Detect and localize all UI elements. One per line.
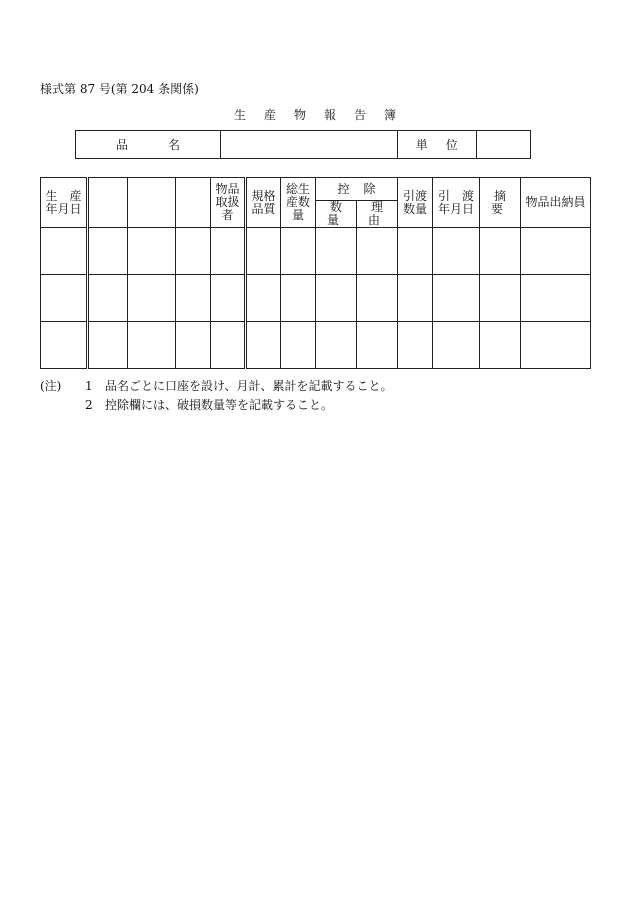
unit-label: 単位 — [397, 131, 476, 159]
header-goods-cashier: 物品出納員 — [521, 178, 591, 228]
document-title: 生産物報告簿 — [233, 108, 414, 122]
form-number: 様式第 87 号(第 204 条関係) — [40, 82, 199, 96]
note-item-1: (注) 1 品名ごとに口座を設け、月計、累計を記載すること。 — [40, 377, 393, 396]
product-name-label: 品名 — [76, 131, 221, 159]
header-goods-handler: 物品 取扱 者 — [211, 178, 246, 228]
header-production-date: 生 産 年月日 — [41, 178, 88, 228]
notes-label: (注) — [40, 379, 62, 393]
header-deduction-qty: 数量 — [316, 201, 357, 228]
header-spec-quality: 規格 品質 — [246, 178, 281, 228]
item-info-table — [75, 130, 531, 159]
notes — [40, 377, 393, 415]
table-row — [41, 228, 591, 275]
note-item-2: 2 控除欄には、破損数量等を記載すること。 — [85, 398, 334, 412]
table-row — [41, 275, 591, 322]
header-total-production-qty: 総生 産数 量 — [281, 178, 316, 228]
header-deduction-reason: 理由 — [357, 201, 398, 228]
header-transfer-date: 引 渡 年月日 — [433, 178, 480, 228]
header-remarks: 摘要 — [480, 178, 521, 228]
table-row — [41, 322, 591, 369]
header-blank-2 — [128, 178, 176, 228]
header-transfer-qty: 引渡 数量 — [398, 178, 433, 228]
product-name-field[interactable] — [221, 131, 398, 159]
header-blank-1 — [88, 178, 128, 228]
header-blank-3 — [176, 178, 211, 228]
header-deduction: 控除 — [316, 178, 398, 201]
unit-field[interactable] — [476, 131, 530, 159]
production-ledger-table — [40, 177, 591, 369]
